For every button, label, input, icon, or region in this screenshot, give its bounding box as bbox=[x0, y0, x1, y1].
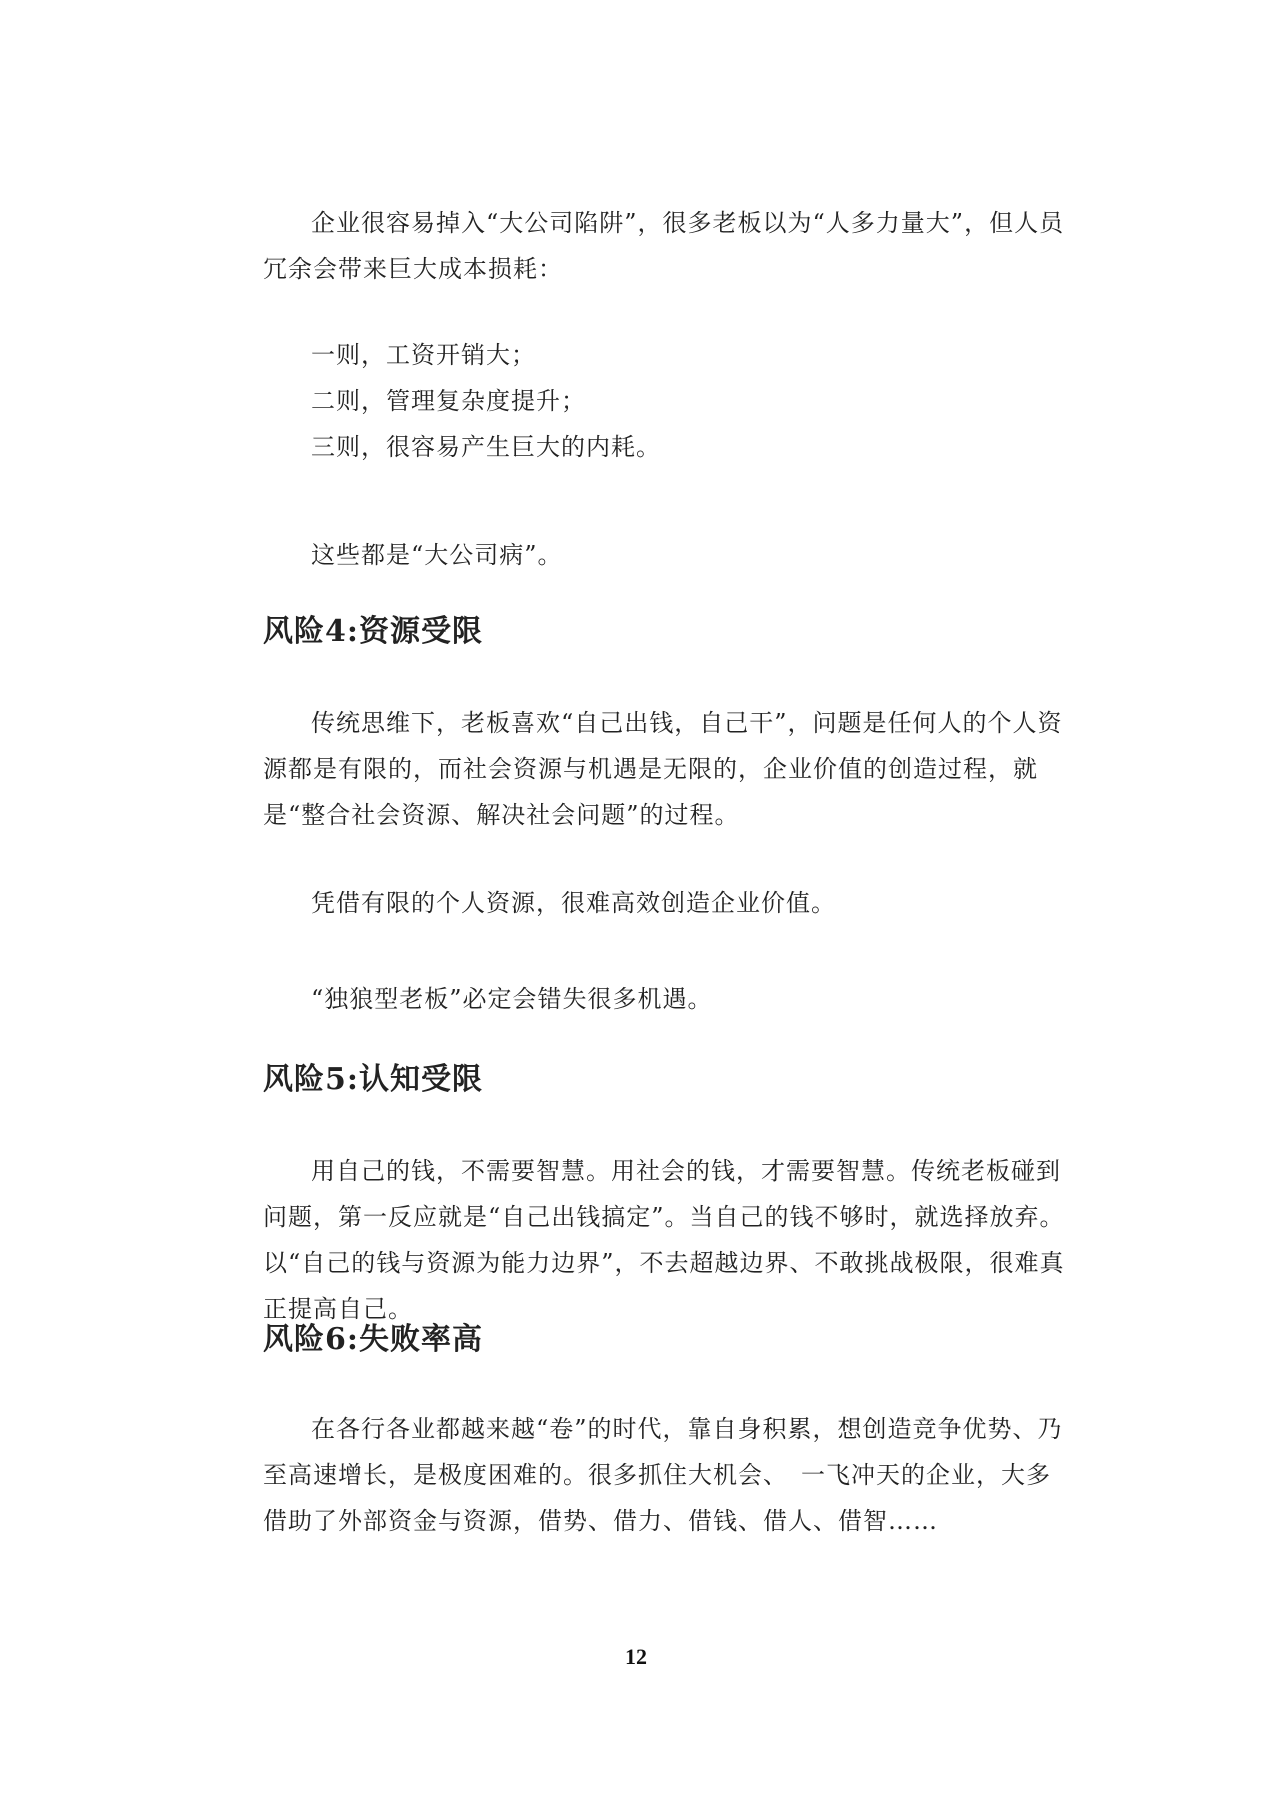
paragraph-text: 在各行各业都越来越“卷”的时代，靠自身积累，想创造竞争优势、乃至高速增长，是极度困难的。很多抓住大机会、 一飞冲天的企业，大多借助了外部资金与资源，借势、借力、借钱、借人、借智…… bbox=[263, 1415, 1063, 1535]
paragraph-limited-resources bbox=[263, 880, 1075, 926]
paragraph-text: 传统思维下，老板喜欢“自己出钱，自己干”，问题是任何人的个人资源都是有限的，而社会资源与机遇是无限的，企业价值的创造过程，就是“整合社会资源、解决社会问题”的过程。 bbox=[263, 709, 1063, 829]
heading-text: 风险6:失败率高 bbox=[263, 1322, 483, 1357]
section-heading-risk6 bbox=[263, 1320, 1075, 1360]
paragraph-text: “独狼型老板”必定会错失很多机遇。 bbox=[311, 985, 713, 1013]
paragraph-competition bbox=[263, 1406, 1075, 1544]
list-item: 三则，很容易产生巨大的内耗。 bbox=[311, 433, 661, 461]
paragraph-text: 用自己的钱，不需要智慧。用社会的钱，才需要智慧。传统老板碰到问题，第一反应就是“自己出钱搞定”。当自己的钱不够时，就选择放弃。以“自己的钱与资源为能力边界”，不去超越边界、不敢挑战极限，很难真正提高自己。 bbox=[263, 1157, 1065, 1323]
paragraph-text: 凭借有限的个人资源，很难高效创造企业价值。 bbox=[311, 889, 836, 917]
cost-list bbox=[263, 332, 1075, 470]
list-item: 一则，工资开销大； bbox=[311, 341, 536, 369]
paragraph-text: 这些都是“大公司病”。 bbox=[311, 541, 563, 569]
paragraph-big-company-disease bbox=[263, 532, 1075, 578]
paragraph-text: 企业很容易掉入“大公司陷阱”，很多老板以为“人多力量大”，但人员冗余会带来巨大成本损耗： bbox=[263, 209, 1065, 283]
list-item: 二则，管理复杂度提升； bbox=[311, 387, 586, 415]
section-heading-risk4 bbox=[263, 612, 1075, 652]
paragraph-wisdom bbox=[263, 1148, 1075, 1332]
heading-text: 风险4:资源受限 bbox=[263, 614, 483, 649]
paragraph-lone-wolf bbox=[263, 976, 1075, 1022]
section-heading-risk5 bbox=[263, 1060, 1075, 1100]
heading-text: 风险5:认知受限 bbox=[263, 1062, 483, 1097]
paragraph-big-company-trap bbox=[263, 200, 1075, 292]
paragraph-traditional-thinking bbox=[263, 700, 1075, 838]
page-number: 12 bbox=[625, 1644, 647, 1669]
